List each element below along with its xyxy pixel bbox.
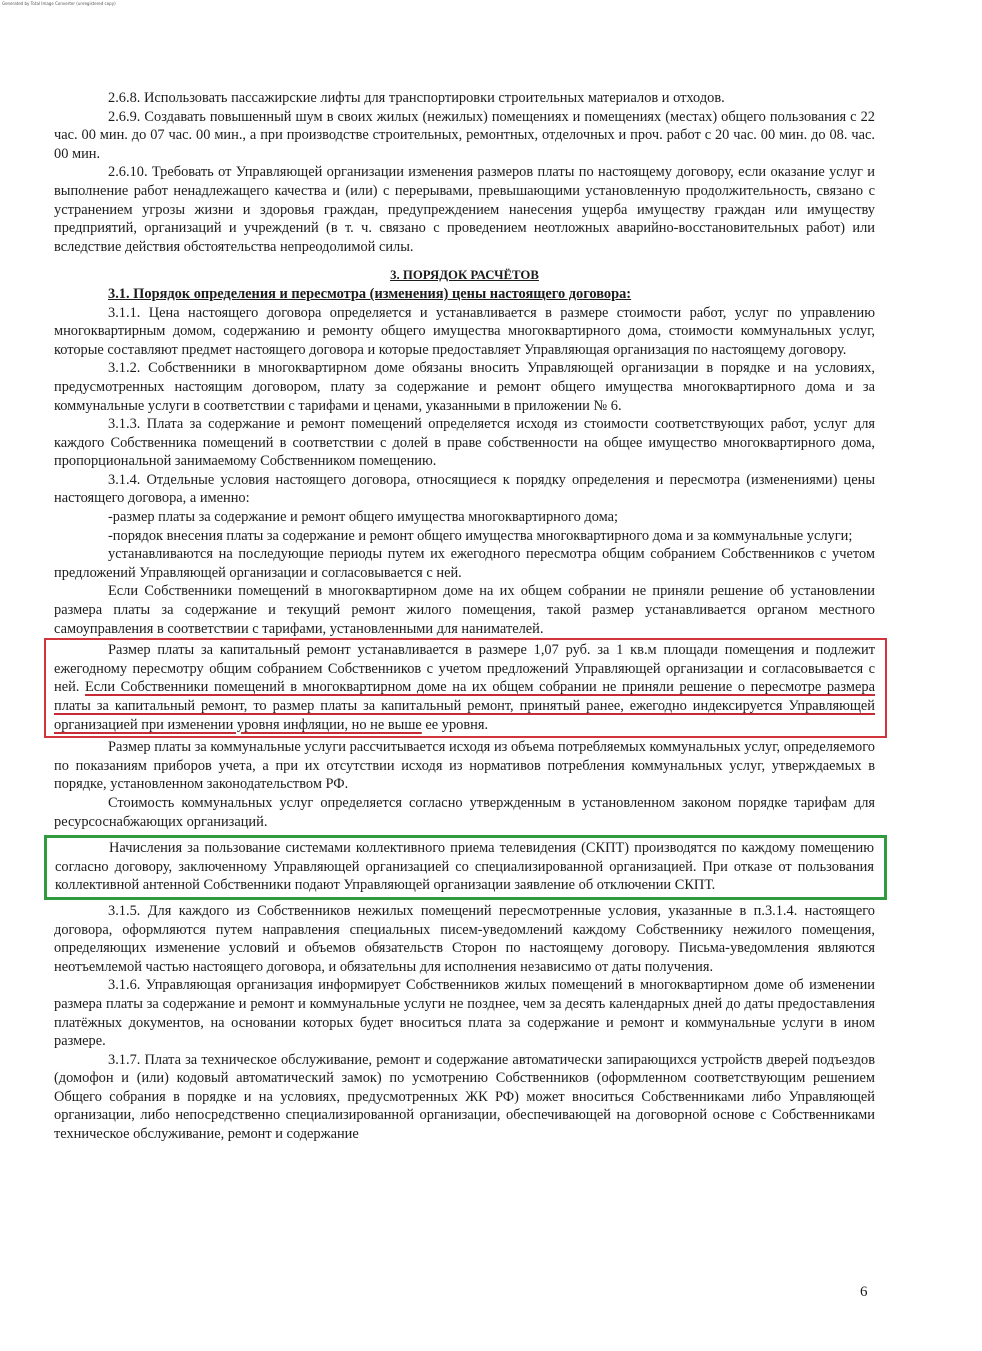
clause-3-1-5: 3.1.5. Для каждого из Собственников нежилых помещений пересмотренные условия, указанные в п.3.1.4. настоящего договора, оформляются путем направления специальных писем-уведомлений каждому Собственнику нежилого помещения, определяющих изменение условий и объемов обязательств Сторон по настоящему договору. Письма-уведомления являются неотъемлемой частью настоящего договора, и обязательны для исполнения независимо от даты получения.: [54, 902, 875, 975]
clause-3-1-3: 3.1.3. Плата за содержание и ремонт помещений определяется исходя из стоимости соответствующих работ, услуг для каждого Собственника помещений в соответствии с долей в праве собственности на общее имущество многоквартирного дома, пропорциональной занимаемому Собственником помещению.: [54, 416, 875, 470]
section-3-1-heading: 3.1. Порядок определения и пересмотра (изменения) цены настоящего договора:: [108, 285, 632, 302]
capital-repair-paragraph: [54, 641, 875, 734]
highlight-box-red: [44, 638, 887, 738]
clause-2-6-9: 2.6.9. Создавать повышенный шум в своих жилых (нежилых) помещениях и помещениях (местах) общего пользования с 22 час. 00 мин. до 07 час. 00 мин., а при производстве строительных, ремонтных, отделочных и проч. работ с 20 час. 00 мин. до 08. час. 00 мин.: [54, 108, 875, 162]
utility-fee-paragraph: Размер платы за коммунальные услуги рассчитывается исходя из объема потребляемых коммунальных услуг, определяемого по показаниям приборов учета, а при их отсутствии исходя из нормативов потребления коммунальных услуг, утверждаемых в порядке, установленном законодательством РФ.: [54, 739, 875, 793]
clause-2-6-10: 2.6.10. Требовать от Управляющей организации изменения размеров платы по настоящему договору, если оказание услуг и выполнение работ ненадлежащего качества и (или) с перерывами, превышающими установленную продолжительность, связано с устранением угрозы жизни и здоровья граждан, предупреждением нанесения ущерба имуществу граждан или имуществу предприятий, организаций и учреждений (в т. ч. связано с проведением неотложных аварийно-восстановительных работ) или вследствие действия обстоятельства непреодолимой силы.: [54, 164, 875, 255]
clause-3-1-4-condition: устанавливаются на последующие периоды путем их ежегодного пересмотра общим собранием Собственников с учетом предложений Управляющей организации и согласовывается с ней.: [54, 546, 875, 581]
clause-2-6-8: 2.6.8. Использовать пассажирские лифты для транспортировки строительных материалов и отходов.: [108, 90, 725, 106]
clause-3-1-7: 3.1.7. Плата за техническое обслуживание, ремонт и содержание автоматически запирающихся устройств дверей подъездов (домофон и (или) кодовый автоматический замок) по усмотрению Собственников (оформленном соответствующим решением Общего собрания в порядке и на условиях, предусмотренных ЖК РФ) может вноситься Собственниками либо Управляющей организации, либо непосредственно специализированной организации, обеспечивающей на договорной основе с Собственниками техническое обслуживание, ремонт и содержание: [54, 1051, 875, 1143]
section-3-heading: 3. ПОРЯДОК РАСЧЁТОВ: [390, 268, 539, 283]
capital-repair-text: Размер платы за капитальный ремонт устанавливается в размере 1,07 руб. за 1 кв.м площади помещения и подлежит ежегодному пересмотру общим собранием Собственников с учетом предложений Управляющей организации и согласовывается с ней.: [54, 642, 875, 696]
converter-stamp: Generated by Total Image Converter (unregistered copy): [2, 1, 116, 6]
capital-repair-tail: ее уровня.: [421, 716, 489, 733]
utility-cost-paragraph: Стоимость коммунальных услуг определяется согласно утвержденным в установленном законом порядке тарифам для ресурсоснабжающих организаций.: [54, 794, 875, 830]
highlight-box-green: [44, 835, 887, 900]
tv-system-paragraph: Начисления за пользование системами коллективного приема телевидения (СКПТ) производятся по каждому помещению согласно договору, заключенному Управляющей организацией со специализированной организацией. При отказе от пользования коллективной антенной Собственники подают Управляющей организации заявление об отключении СКПТ.: [55, 840, 874, 894]
clause-3-1-2: 3.1.2. Собственники в многоквартирном доме обязаны вносить Управляющей организации в порядке и на условиях, предусмотренных настоящим договором, плату за содержание и ремонт общего имущества многоквартирного дома и за коммунальные услуги в соответствии с тарифами и ценами, указанными в приложении № 6.: [54, 360, 875, 414]
clause-3-1-4-item-a: -размер платы за содержание и ремонт общего имущества многоквартирного дома;: [108, 509, 619, 526]
page-number: 6: [860, 1284, 868, 1300]
clause-3-1-4-item-b: -порядок внесения платы за содержание и ремонт общего имущества многоквартирного дома и за коммунальные услуги;: [108, 527, 853, 544]
clause-3-1-6: 3.1.6. Управляющая организация информирует Собственников жилых помещений в многоквартирном доме об изменении размера платы за содержание и ремонт и коммунальные услуги не позднее, чем за десять календарных дней до даты предоставления платёжных документов, на основании которых будет вноситься плата за содержание и ремонт и коммунальные услуги в ином размере.: [54, 977, 875, 1050]
clause-3-1-4: 3.1.4. Отдельные условия настоящего договора, относящиеся к порядку определения и пересмотра (изменениями) цены настоящего договора, а именно:: [54, 471, 875, 507]
clause-3-1-1: 3.1.1. Цена настоящего договора определяется и устанавливается в размере стоимости работ, услуг по управлению многоквартирным домом, содержанию и ремонту общего имущества многоквартирного дома, стоимости коммунальных услуг, которые составляют предмет настоящего договора и которые предоставляет Управляющая организация по настоящему договору.: [54, 304, 875, 358]
capital-repair-underlined: Если Собственники помещений в многоквартирном доме на их общем собрании не приняли решение о пересмотре размера платы за капитальный ремонт, то размер платы за капитальный ремонт, принятый ранее, ежегодно индексируется Управляющей организацией при изменении уровня инфляции, но не выше: [54, 679, 875, 733]
document-page: [54, 89, 875, 1144]
clause-3-1-4-municipal: Если Собственники помещений в многоквартирном доме на их общем собрании не приняли решение об установлении размера платы за содержание и текущий ремонт жилого помещения, такой размер устанавливается органом местного самоуправления в соответствии с тарифами, установленными для нанимателей.: [54, 583, 875, 637]
